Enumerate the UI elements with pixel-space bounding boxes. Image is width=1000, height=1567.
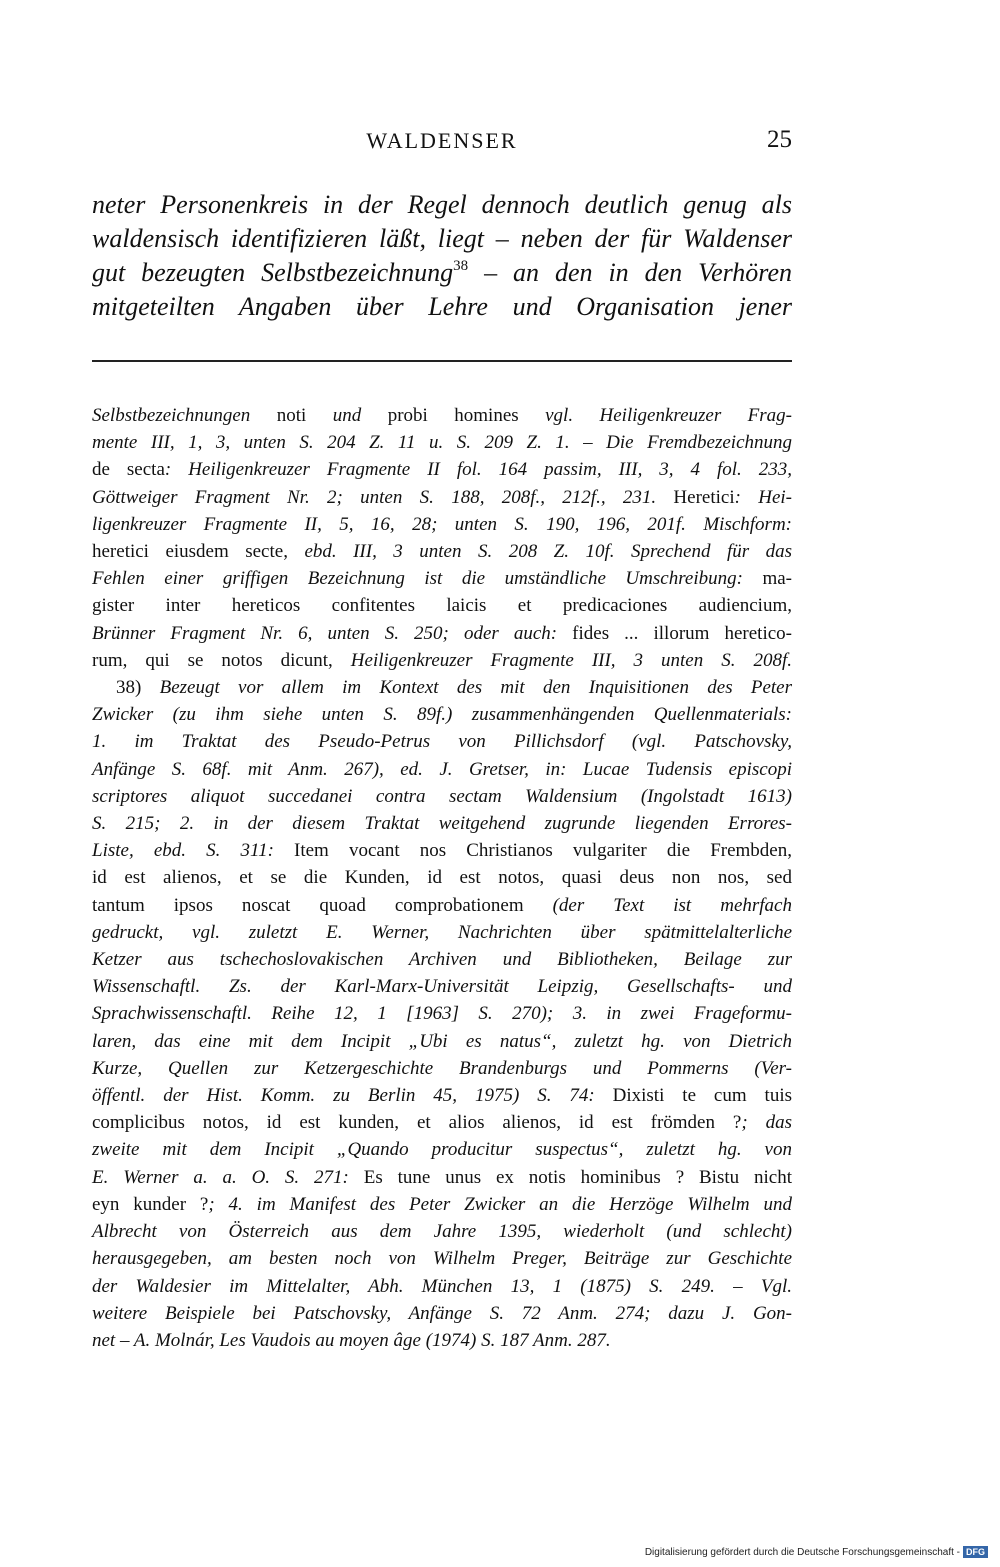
seg: rum, qui se notos dicunt, [92,649,351,671]
seg: ; 4. im Manifest des Peter Zwicker an die Herzöge Wilhelm und [208,1193,792,1215]
footnote-line [92,674,792,701]
seg: 1. im Traktat des Pseudo-Petrus von Pillichsdorf (vgl. Patschovsky, [92,731,792,753]
footnote-line [92,1273,792,1300]
main-text [92,188,792,324]
seg: Zwicker (zu ihm siehe unten S. 89f.) zusammenhängenden Quellenmaterials: [92,704,792,726]
seg: laren, das eine mit dem Incipit „Ubi es natus“, zuletzt hg. von Dietrich [92,1030,792,1052]
seg: : Heiligenkreuzer Fragmente II fol. 164 passim, III, 3, 4 fol. 233, [164,459,793,481]
seg: Anfänge S. 68f. mit Anm. 267), ed. J. Gretser, in: Lucae Tudensis episcopi [92,758,792,780]
footnote-line [92,1245,792,1272]
footnote-line [92,1136,792,1163]
footnotes [92,402,792,1354]
footnote-line [92,810,792,837]
seg: fides ... illorum heretico- [557,622,792,644]
seg: (der Text ist mehrfach [552,894,792,916]
footnote-line [92,1300,792,1327]
seg: Göttweiger Fragment Nr. 2; unten S. 188, 208f., 212f., 231. [92,486,657,508]
seg: E. Werner a. a. O. S. 271: [92,1166,349,1188]
seg: Dixisti te cum tuis [594,1085,792,1107]
seg: Albrecht von Österreich aus dem Jahre 1395, wiederholt (und schlecht) [92,1221,792,1243]
seg: probi homines [361,405,546,426]
footnote-line [92,1028,792,1055]
footnote-line [92,1109,792,1136]
seg: Selbstbezeichnungen [92,405,251,426]
footnote-line [92,647,792,674]
seg: und [332,405,362,426]
seg: der Waldesier im Mittelalter, Abh. München 13, 1 (1875) S. 249. – Vgl. [92,1275,792,1297]
footnote-line [92,919,792,946]
seg: ebd. III, 3 unten S. 208 Z. 10f. Sprechend für das [304,541,792,563]
footnote-line [92,946,792,973]
seg: gedruckt, vgl. zuletzt E. Werner, Nachrichten über spätmittelalterliche [92,921,792,943]
running-title: WALDENSER [366,128,518,153]
footnote-separator [92,360,792,362]
seg: Wissenschaftl. Zs. der Karl-Marx-Universität Leipzig, Gesellschafts- und [92,976,792,998]
seg: complicibus notos, id est kunden, et alios alienos, id est frömden ? [92,1112,742,1134]
footnote-line [92,538,792,565]
footnote-line [92,973,792,1000]
seg: ma- [742,568,792,590]
credit-text: Digitalisierung gefördert durch die Deutsche Forschungsgemeinschaft - [644,1546,960,1558]
text-segment: – an den in den Verhören [468,258,792,287]
seg: noti [250,405,333,426]
footnote-line [92,756,792,783]
footnote-line [92,864,792,891]
text-line [92,256,792,290]
seg: net – A. Molnár, Les Vaudois au moyen âge (1974) S. 187 Anm. 287. [92,1329,611,1351]
text-segment: gut bezeugten Selbstbezeichnung [92,258,454,287]
seg: gister inter hereticos confitentes laicis et predicaciones audiencium, [92,595,792,617]
footnote-marker: 38 [453,258,469,274]
seg: Item vocant nos Christianos vulgariter die Frembden, [273,840,792,862]
footnote-line [92,1055,792,1082]
seg: weitere Beispiele bei Patschovsky, Anfänge S. 72 Anm. 274; dazu J. Gon- [92,1302,792,1324]
footnote-line [92,565,792,592]
digitization-credit [645,1546,988,1558]
footnote-line [92,511,792,538]
footnote-line [92,1082,792,1109]
footnote-line [92,1191,792,1218]
text-line: mitgeteilten Angaben über Lehre und Organisation jener [92,292,792,321]
footnote-line [92,1000,792,1027]
page-header [92,128,792,158]
text-line: neter Personenkreis in der Regel dennoch deutlich genug als [92,190,792,219]
footnote-line [92,429,792,456]
seg: Es tune unus ex notis hominibus ? Bistu nicht [348,1166,792,1188]
footnote-line [92,892,792,919]
footnote-line [92,728,792,755]
footnote-number: 38) [116,677,160,699]
seg: S. 215; 2. in der diesem Traktat weitgehend zugrunde liegenden Errores- [92,813,792,835]
seg: id est alienos, et se die Kunden, id est notos, quasi deus non nos, sed [92,867,792,889]
footnote-line [92,456,792,483]
seg: zweite mit dem Incipit „Quando producitur suspectus“, zuletzt hg. von [92,1139,792,1161]
seg: herausgegeben, am besten noch von Wilhelm Preger, Beiträge zur Geschichte [92,1248,792,1270]
text-line: waldensisch identifizieren läßt, liegt – neben der für Waldenser [92,224,792,253]
seg: scriptores aliquot succedanei contra sectam Waldensium (Ingolstadt 1613) [92,785,792,807]
footnote-line [92,402,792,429]
seg: Ketzer aus tschechoslovakischen Archiven und Bibliotheken, Beilage zur [92,949,792,971]
footnote-line [92,783,792,810]
seg: eyn kunder ? [92,1193,209,1215]
seg: Sprachwissenschaftl. Reihe 12, 1 [1963] S. 270); 3. in zwei Frageformu- [92,1003,792,1025]
seg: vgl. Heiligenkreuzer Frag- [545,405,792,426]
footnote-line [92,592,792,619]
seg: ; das [741,1112,792,1134]
dfg-logo-icon: DFG [963,1546,988,1558]
seg: öffentl. der Hist. Komm. zu Berlin 45, 1975) S. 74: [92,1085,595,1107]
seg: ligenkreuzer Fragmente II, 5, 16, 28; unten S. 190, 196, 201f. Mischform: [92,513,792,535]
footnote-line [92,620,792,647]
footnote-line [92,701,792,728]
seg: Bezeugt vor allem im Kontext des mit den Inquisitionen des Peter [159,677,793,699]
seg: heretici eiusdem secte, [92,541,305,563]
seg: Kurze, Quellen zur Ketzergeschichte Brandenburgs und Pommerns (Ver- [92,1057,792,1079]
footnote-line [92,837,792,864]
seg: Fehlen einer griffigen Bezeichnung ist die umständliche Umschreibung: [92,568,743,590]
seg: Heretici [656,486,735,508]
seg: tantum ipsos noscat quoad comprobationem [92,894,553,916]
seg: Brünner Fragment Nr. 6, unten S. 250; oder auch: [92,622,558,644]
seg: : Hei- [734,486,793,508]
seg: Liste, ebd. S. 311: [92,840,274,862]
footnote-line [92,484,792,511]
seg: de secta [92,459,165,481]
footnote-line [92,1327,792,1354]
seg: mente III, 1, 3, unten S. 204 Z. 11 u. S. 209 Z. 1. – Die Fremdbezeichnung [92,432,792,454]
seg: Heiligenkreuzer Fragmente III, 3 unten S. 208f. [350,649,792,671]
footnote-line [92,1164,792,1191]
page-number: 25 [767,126,792,153]
footnote-line [92,1218,792,1245]
